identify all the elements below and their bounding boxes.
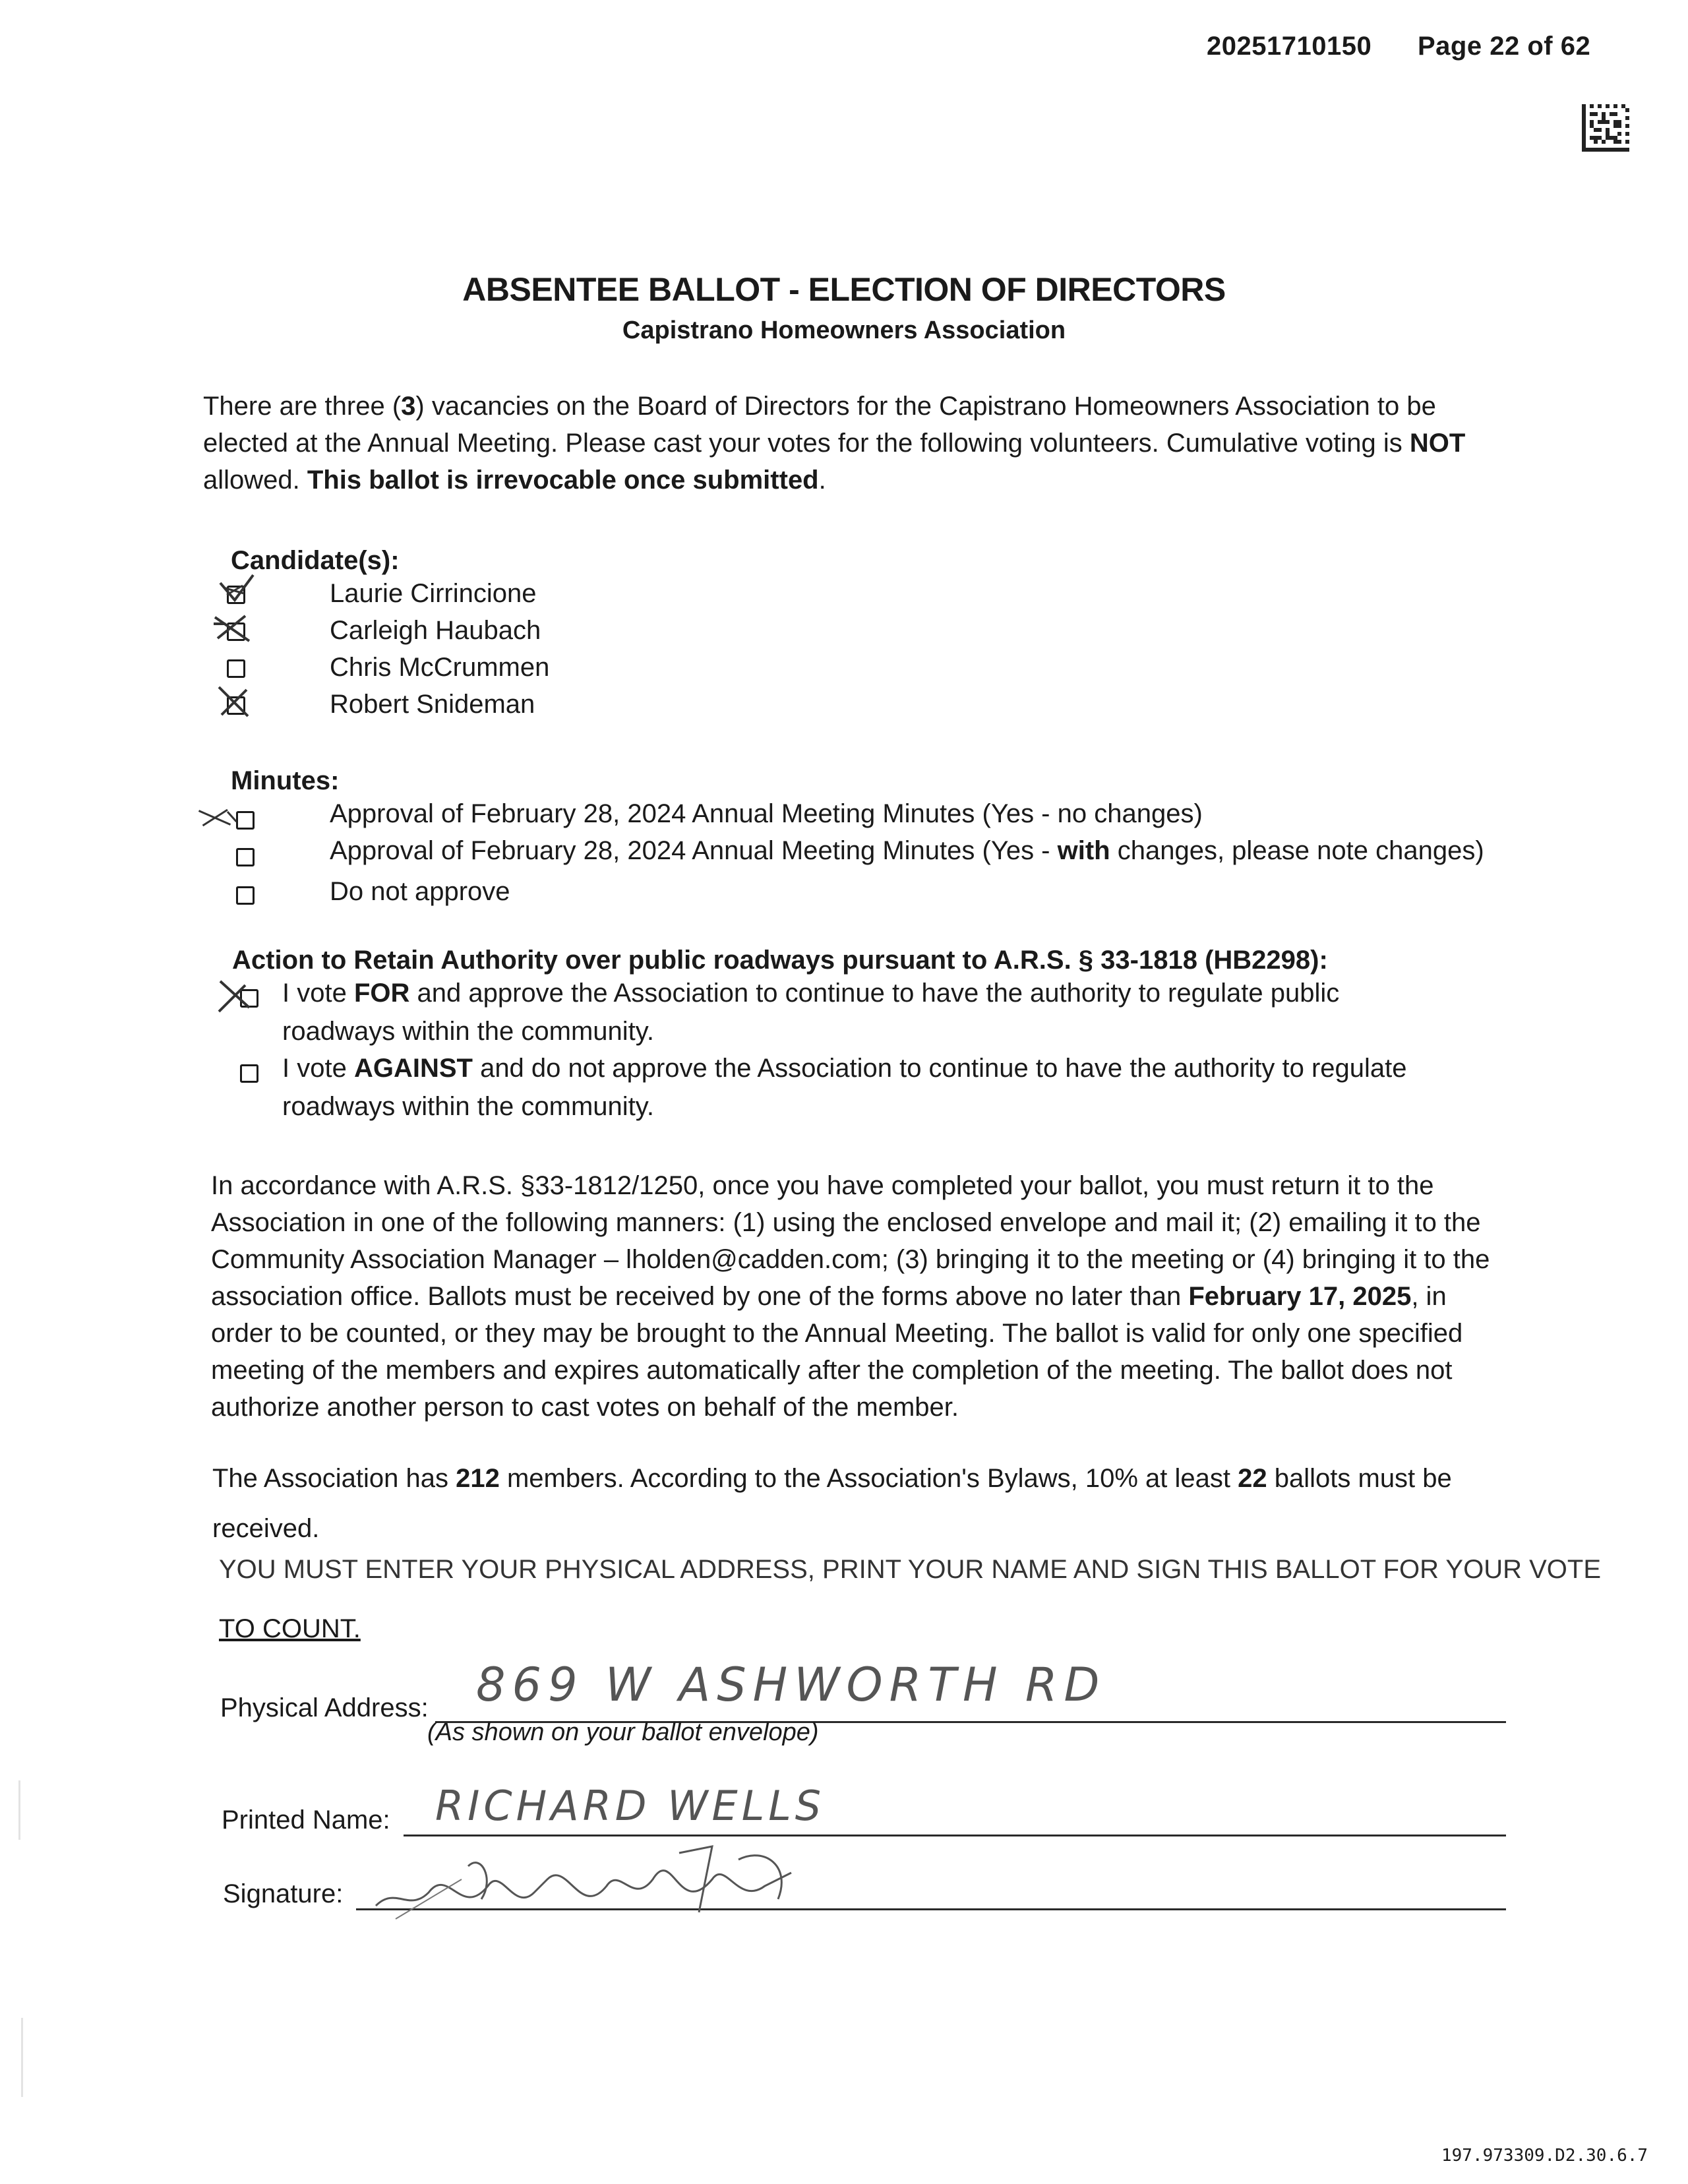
instructions-text-1: In accordance with A.R.S. §33-1812/1250, once you have completed your ballot, you must return it to the Association in one of the following manners: (1) using the enclosed envelope and mail it; (2) emailing it to the Community Association Manager – lholden@cadden.com; (3) bringing it to the meeting or (4) bringing it to the association office. Ballots must be received by one of the forms above no later than [211,1171,1490,1311]
minutes-heading: Minutes: [231,766,340,795]
candidate-label: Carleigh Haubach [330,616,541,645]
quorum-text-1: The Association has [212,1464,456,1493]
candidate-label: Robert Snideman [330,690,535,719]
quorum-text-2: members. According to the Association's Bylaws, 10% at least [499,1464,1238,1493]
x-mark-icon [216,979,256,1013]
scan-edge-mark [21,2018,23,2097]
checkmark-icon [218,574,257,608]
address-value: 869 W ASHWORTH RD [476,1658,1106,1712]
instructions-deadline: February 17, 2025 [1188,1282,1412,1311]
minutes-label-with: with [1057,836,1110,865]
quorum-ballots: 22 [1238,1464,1267,1493]
signature-notice-2: TO COUNT. [219,1614,361,1643]
candidate-label: Chris McCrummen [330,653,550,682]
roadways-for-label [282,979,1339,1008]
minutes-checkbox[interactable] [236,811,255,830]
roadways-for-line2: roadways within the community. [282,1017,654,1046]
printed-name-line [404,1835,1506,1836]
roadways-against-checkbox[interactable] [240,1064,258,1083]
signature-scribble-icon [369,1840,844,1932]
x-mark-icon [212,612,252,646]
document-id: 20251710150 [1207,32,1372,61]
roadways-against-line1: and do not approve the Association to continue to have the authority to regulate [472,1054,1407,1083]
intro-irrevocable: This ballot is irrevocable once submitted [307,466,819,495]
roadways-for-line1: and approve the Association to continue to have the authority to regulate public [409,979,1340,1008]
scan-edge-mark [18,1780,20,1840]
minutes-label [330,836,1484,866]
minutes-label-pre: Approval of February 28, 2024 Annual Meeting Minutes (Yes - [330,836,1058,865]
candidate-label: Laurie Cirrincione [330,579,537,608]
roadways-heading: Action to Retain Authority over public roadways pursuant to A.R.S. § 33-1818 (HB2298): [232,946,1328,975]
page-number: Page 22 of 62 [1418,32,1591,61]
x-mark-icon [198,801,237,835]
candidates-heading: Candidate(s): [231,546,400,575]
signature-label: Signature: [223,1879,344,1908]
address-label: Physical Address: [220,1693,429,1722]
roadways-against-line2: roadways within the community. [282,1092,654,1121]
association-name: Capistrano Homeowners Association [622,317,1066,344]
address-note: (As shown on your ballot envelope) [427,1718,819,1746]
minutes-label: Approval of February 28, 2024 Annual Meeting Minutes (Yes - no changes) [330,799,1203,828]
candidate-checkbox[interactable] [227,659,245,678]
intro-text-2: ) vacancies on the Board of Directors for the Capistrano Homeowners Association to be elected at the Annual Meeting. Please cast your votes for the following volunteers. Cumulative voting is [203,392,1436,458]
quorum-members: 212 [456,1464,500,1493]
instructions-paragraph [211,1167,1503,1426]
minutes-checkbox[interactable] [236,886,255,905]
quorum-paragraph [212,1453,1505,1554]
roadways-for-bold: FOR [353,979,410,1008]
roadways-against-label [282,1054,1407,1083]
footer-code: 197.973309.D2.30.6.7 [1441,2146,1648,2166]
qr-code-icon [1581,104,1630,152]
x-mark-icon [215,684,255,719]
roadways-against-pre: I vote [282,1054,354,1083]
intro-text-4: . [818,466,826,495]
intro-not: NOT [1409,429,1466,458]
intro-text-1: There are three ( [203,392,402,421]
minutes-label-post: changes, please note changes) [1110,836,1484,865]
minutes-label: Do not approve [330,877,510,906]
quorum-text-3: ballots must be received. [212,1464,1452,1543]
instructions-text-2: , in order to be counted, or they may be brought to the Annual Meeting. The ballot is valid for only one specified meeting of the members and expires automatically after the completion of the meeting. The ballot does not authorize another person to cast votes on behalf of the member. [211,1282,1463,1422]
minutes-checkbox[interactable] [236,848,255,866]
intro-paragraph [203,388,1515,499]
printed-name-value: RICHARD WELLS [435,1782,826,1830]
intro-text-3: allowed. [203,466,307,495]
printed-name-label: Printed Name: [222,1805,390,1835]
ballot-title: ABSENTEE BALLOT - ELECTION OF DIRECTORS [462,271,1226,308]
roadways-against-bold: AGAINST [353,1054,473,1083]
roadways-for-pre: I vote [282,979,354,1008]
intro-vacancies: 3 [401,392,416,421]
signature-notice: YOU MUST ENTER YOUR PHYSICAL ADDRESS, PRINT YOUR NAME AND SIGN THIS BALLOT FOR YOUR VOTE [219,1555,1602,1584]
